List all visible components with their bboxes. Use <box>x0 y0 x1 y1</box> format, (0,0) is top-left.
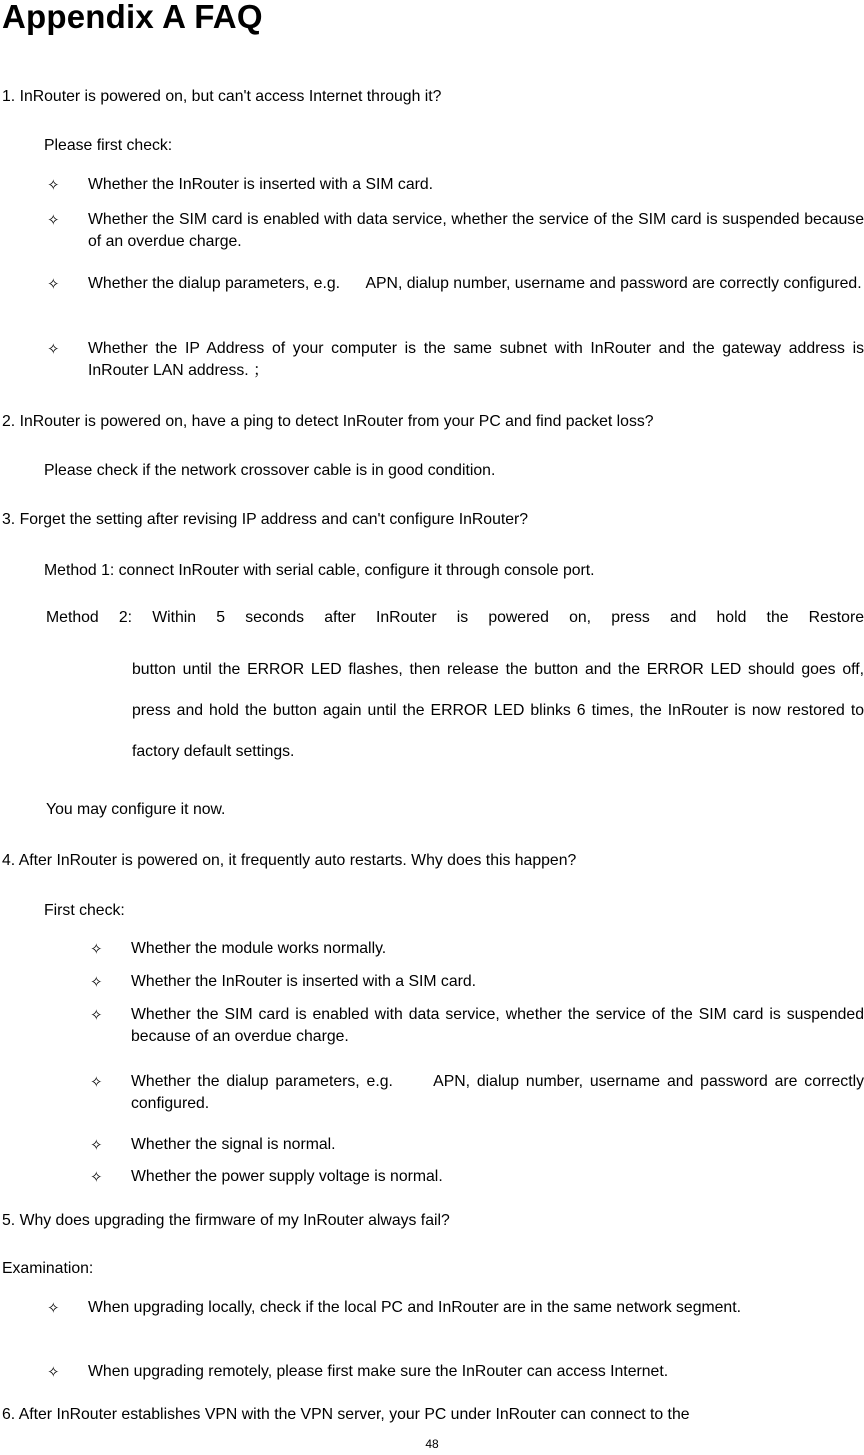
faq-question-4: 4. After InRouter is powered on, it frequently auto restarts. Why does this happen? <box>2 852 577 869</box>
bullet-diamond-icon: ✧ <box>47 340 60 358</box>
faq-tail-3: You may configure it now. <box>46 801 226 818</box>
bullet-diamond-icon: ✧ <box>90 1006 103 1024</box>
page-title: Appendix A FAQ <box>2 0 263 35</box>
faq-lead-2: Please check if the network crossover cable is in good condition. <box>44 462 496 479</box>
bullet-diamond-icon: ✧ <box>90 1073 103 1091</box>
bullet-diamond-icon: ✧ <box>47 1363 60 1381</box>
faq-method-2-first-line: Method 2: Within 5 seconds after InRouter is powered on, press and hold the Restore <box>46 609 864 626</box>
faq-4-bullet-4: Whether the dialup parameters, e.g. APN, dialup number, username and password are correctly configured. <box>131 1073 864 1112</box>
faq-lead-4: First check: <box>44 902 125 919</box>
bullet-diamond-icon: ✧ <box>47 176 60 194</box>
faq-1-bullet-4: Whether the IP Address of your computer is the same subnet with InRouter and the gateway address is InRouter LAN address. ； <box>88 340 864 379</box>
faq-4-bullet-1: Whether the module works normally. <box>131 940 387 957</box>
bullet-diamond-icon: ✧ <box>90 940 103 958</box>
bullet-diamond-icon: ✧ <box>47 211 60 229</box>
bullet-diamond-icon: ✧ <box>47 1299 60 1317</box>
faq-5-bullet-2: When upgrading remotely, please first make sure the InRouter can access Internet. <box>88 1363 669 1380</box>
faq-4-bullet-3: Whether the SIM card is enabled with data service, whether the service of the SIM card is suspended because of an overdue charge. <box>131 1006 864 1045</box>
bullet-diamond-icon: ✧ <box>90 1136 103 1154</box>
faq-5-bullet-1: When upgrading locally, check if the local PC and InRouter are in the same network segment. <box>88 1299 741 1316</box>
faq-1-bullet-2: Whether the SIM card is enabled with data service, whether the service of the SIM card is suspended because of an overdue charge. <box>88 211 864 250</box>
faq-1-bullet-3: Whether the dialup parameters, e.g. APN, dialup number, username and password are correctly configured. <box>88 275 862 292</box>
faq-question-2: 2. InRouter is powered on, have a ping to detect InRouter from your PC and find packet loss? <box>2 413 654 430</box>
faq-1-bullet-1: Whether the InRouter is inserted with a SIM card. <box>88 176 434 193</box>
faq-lead-5: Examination: <box>2 1260 94 1277</box>
faq-lead-1: Please first check: <box>44 137 173 154</box>
bullet-diamond-icon: ✧ <box>90 973 103 991</box>
faq-question-5: 5. Why does upgrading the firmware of my InRouter always fail? <box>2 1212 450 1229</box>
faq-method-1: Method 1: connect InRouter with serial cable, configure it through console port. <box>44 562 595 579</box>
faq-question-3: 3. Forget the setting after revising IP address and can't configure InRouter? <box>2 511 529 528</box>
page-number: 48 <box>425 1437 439 1451</box>
faq-4-bullet-6: Whether the power supply voltage is normal. <box>131 1168 443 1185</box>
faq-method-2-continuation: button until the ERROR LED flashes, then release the button and the ERROR LED should goes off, press and hold the button again until the ERROR LED blinks 6 times, the InRouter is now restored to factory default settings. <box>132 661 864 760</box>
faq-question-1: 1. InRouter is powered on, but can't access Internet through it? <box>2 88 442 105</box>
faq-4-bullet-2: Whether the InRouter is inserted with a SIM card. <box>131 973 477 990</box>
faq-4-bullet-5: Whether the signal is normal. <box>131 1136 336 1153</box>
bullet-diamond-icon: ✧ <box>90 1168 103 1186</box>
bullet-diamond-icon: ✧ <box>47 275 60 293</box>
faq-question-6: 6. After InRouter establishes VPN with the VPN server, your PC under InRouter can connect to the <box>2 1406 690 1423</box>
